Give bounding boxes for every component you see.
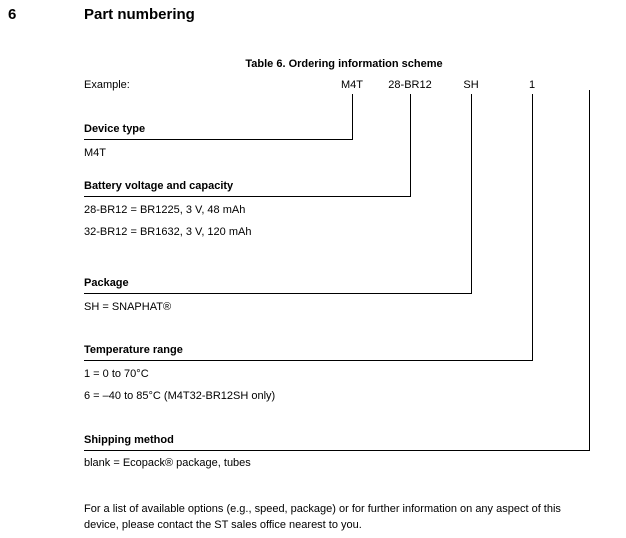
connector-line-device-type	[352, 94, 353, 139]
group-title-device-type: Device type	[84, 123, 146, 135]
rule-shipping-method	[84, 450, 590, 451]
group-title-shipping-method: Shipping method	[84, 434, 174, 446]
group-line: 6 = –40 to 85°C (M4T32-BR12SH only)	[84, 390, 276, 402]
section-title: Part numbering	[84, 6, 195, 23]
rule-temperature	[84, 360, 533, 361]
rule-battery	[84, 196, 411, 197]
group-line: 28-BR12 = BR1225, 3 V, 48 mAh	[84, 204, 246, 216]
group-title-package: Package	[84, 277, 129, 289]
connector-line-battery	[410, 94, 411, 196]
group-line: SH = SNAPHAT®	[84, 301, 172, 313]
part-segment-device-type: M4T	[341, 79, 363, 91]
group-line: M4T	[84, 147, 106, 159]
group-title-temperature: Temperature range	[84, 344, 183, 356]
rule-device-type	[84, 139, 353, 140]
table-caption: Table 6. Ordering information scheme	[245, 58, 443, 70]
group-line: blank = Ecopack® package, tubes	[84, 457, 251, 469]
rule-package	[84, 293, 472, 294]
part-segment-package: SH	[463, 79, 479, 91]
connector-line-temperature	[532, 94, 533, 360]
group-line: 1 = 0 to 70°C	[84, 368, 149, 380]
part-segment-temperature: 1	[528, 79, 536, 91]
example-label: Example:	[84, 79, 130, 91]
group-title-battery: Battery voltage and capacity	[84, 180, 234, 192]
section-number: 6	[8, 6, 17, 23]
connector-line-package	[471, 94, 472, 293]
contact-note: For a list of available options (e.g., speed, package) or for further information on any aspect of this device, please contact the ST sales office nearest to you.	[84, 503, 561, 531]
connector-line-shipping-method	[589, 90, 590, 450]
part-segment-battery: 28-BR12	[388, 79, 432, 91]
group-line: 32-BR12 = BR1632, 3 V, 120 mAh	[84, 226, 252, 238]
